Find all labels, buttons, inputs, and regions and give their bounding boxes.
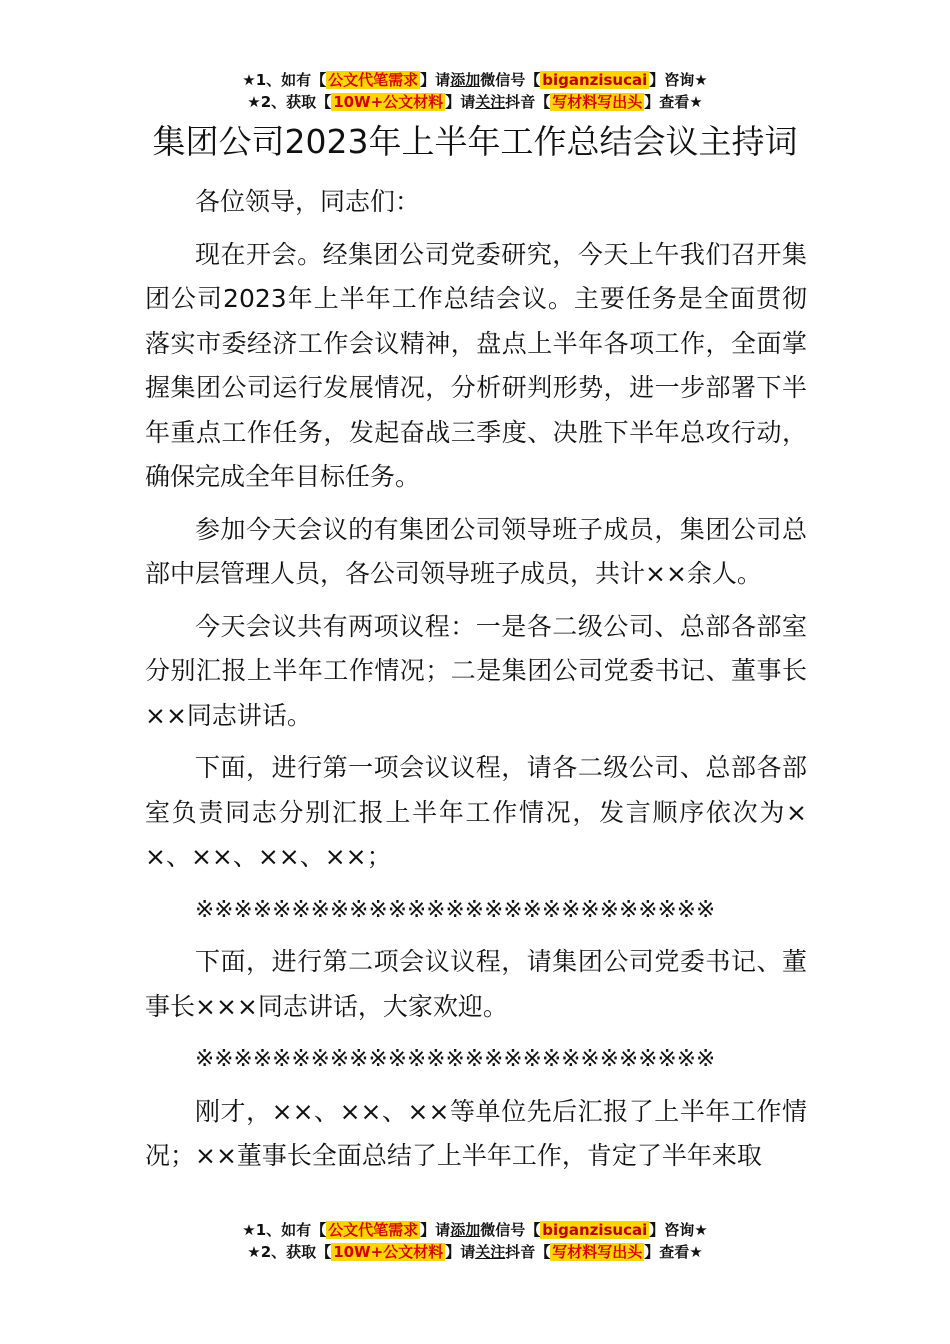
top-promo-banner	[0, 69, 950, 113]
separator-1: ※※※※※※※※※※※※※※※※※※※※※※※※※※※	[195, 896, 716, 923]
paragraph-1: 现在开会。经集团公司党委研究，今天上午我们召开集团公司2023年上半年工作总结会议。主要任务是全面贯彻落实市委经济工作会议精神，盘点上半年各项工作，全面掌握集团公司运行发展情况，分析研判形势，进一步部署下半年重点工作任务，发起奋战三季度、决胜下半年总攻行动，确保完成全年目标任务。	[145, 239, 807, 491]
promo-text: 微信号【	[480, 1221, 541, 1239]
promo-text: 】请	[445, 1243, 476, 1261]
document-title: 集团公司2023年上半年工作总结会议主持词	[152, 122, 798, 161]
promo-wechat-id: biganzisucai	[542, 1221, 648, 1239]
promo-emphasis: 添加	[450, 1221, 481, 1239]
promo-text: 抖音【	[505, 93, 551, 111]
bottom-promo-banner	[0, 1219, 950, 1263]
promo-wechat-id: biganzisucai	[542, 71, 648, 89]
promo-emphasis: 关注	[475, 1243, 506, 1261]
promo-line-2	[0, 1241, 950, 1263]
promo-text: 】查看★	[644, 1243, 703, 1261]
promo-text: 】咨询★	[649, 71, 708, 89]
promo-highlight: 10W+公文材料	[333, 1243, 444, 1261]
promo-text: ★1、如有【	[242, 1221, 327, 1239]
promo-line-2	[0, 91, 950, 113]
promo-text: ★2、获取【	[247, 1243, 332, 1261]
promo-text: 】请	[420, 71, 451, 89]
promo-highlight: 10W+公文材料	[333, 93, 444, 111]
promo-text: 抖音【	[505, 1243, 551, 1261]
promo-line-1	[0, 69, 950, 91]
paragraph-4: 下面，进行第一项会议议程，请各二级公司、总部各部室负责同志分别汇报上半年工作情况，发言顺序依次为××、××、××、××；	[145, 753, 807, 871]
greeting: 各位领导，同志们：	[195, 187, 421, 216]
promo-text: ★1、如有【	[242, 71, 327, 89]
promo-highlight: 公文代笔需求	[328, 1221, 419, 1239]
promo-text: 】查看★	[644, 93, 703, 111]
promo-highlight: 公文代笔需求	[328, 71, 419, 89]
promo-emphasis: 关注	[475, 93, 506, 111]
promo-text: 】咨询★	[649, 1221, 708, 1239]
promo-emphasis: 添加	[450, 71, 481, 89]
paragraph-6: 刚才，××、××、××等单位先后汇报了上半年工作情况；××董事长全面总结了上半年工作，肯定了半年来取	[145, 1096, 807, 1170]
promo-text: 微信号【	[480, 71, 541, 89]
document-body	[145, 180, 807, 1187]
paragraph-5: 下面，进行第二项会议议程，请集团公司党委书记、董事长×××同志讲话，大家欢迎。	[145, 947, 807, 1021]
promo-douyin-id: 写材料写出头	[552, 93, 643, 111]
promo-douyin-id: 写材料写出头	[552, 1243, 643, 1261]
paragraph-2: 参加今天会议的有集团公司领导班子成员，集团公司总部中层管理人员，各公司领导班子成员，共计××余人。	[145, 514, 807, 588]
promo-text: ★2、获取【	[247, 93, 332, 111]
separator-2: ※※※※※※※※※※※※※※※※※※※※※※※※※※※	[195, 1046, 716, 1072]
promo-text: 】请	[420, 1221, 451, 1239]
paragraph-3: 今天会议共有两项议程：一是各二级公司、总部各部室分别汇报上半年工作情况；二是集团公司党委书记、董事长××同志讲话。	[145, 611, 807, 730]
promo-line-1	[0, 1219, 950, 1241]
promo-text: 】请	[445, 93, 476, 111]
